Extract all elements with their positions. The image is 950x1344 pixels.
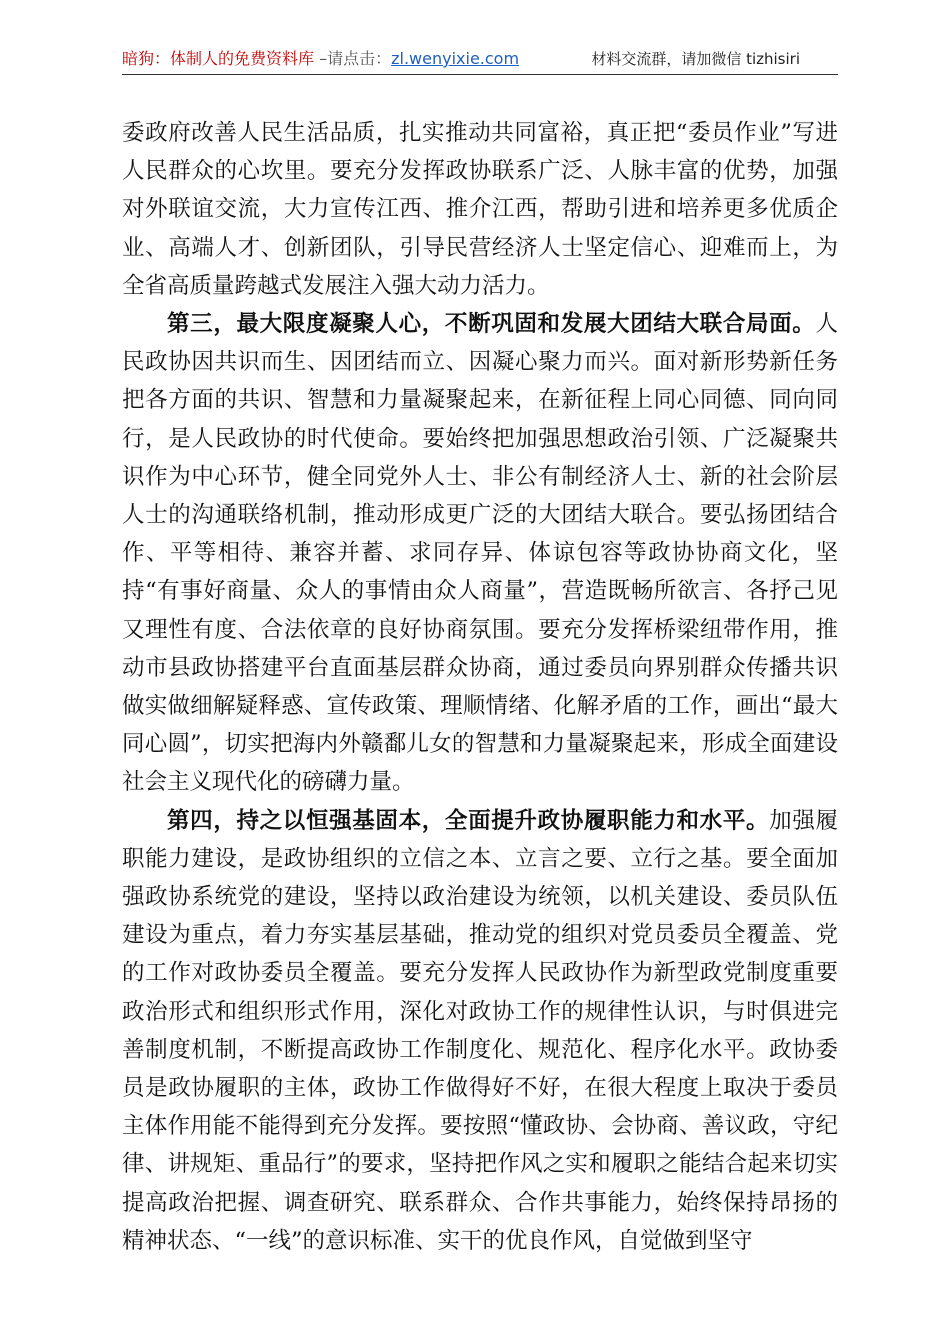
paragraph-heading: 第三，最大限度凝聚人心，不断巩固和发展大团结大联合局面。 — [167, 311, 816, 338]
paragraph-heading: 第四，持之以恒强基固本，全面提升政协履职能力和水平。 — [167, 807, 770, 834]
paragraph-1 — [122, 114, 838, 305]
header-prompt: –请点击： — [314, 49, 392, 68]
page-header — [122, 44, 838, 75]
paragraph-text: 人民政协因共识而生、因团结而立、因凝心聚力而兴。面对新形势新任务把各方面的共识、智慧和力量凝聚起来，在新征程上同心同德、同向同行，是人民政协的时代使命。要始终把加强思想政治引领、广泛凝聚共识作为中心环节，健全同党外人士、非公有制经济人士、新的社会阶层人士的沟通联络机制，推动形成更广泛的大团结大联合。要弘扬团结合作、平等相待、兼容并蓄、求同存异、体谅包容等政协协商文化，坚持“有事好商量、众人的事情由众人商量”，营造既畅所欲言、各抒己见又理性有度、合法依章的良好协商氛围。要充分发挥桥梁纽带作用，推动市县政协搭建平台直面基层群众协商，通过委员向界别群众传播共识做实做细解疑释惑、宣传政策、理顺情绪、化解矛盾的工作，画出“最大同心圆”，切实把海内外赣鄱儿女的智慧和力量凝聚起来，形成全面建设社会主义现代化的磅礴力量。 — [122, 311, 838, 796]
header-link[interactable]: zl.wenyixie.com — [391, 49, 520, 68]
paragraph-text: 加强履职能力建设，是政协组织的立信之本、立言之要、立行之基。要全面加强政协系统党的建设，坚持以政治建设为统领，以机关建设、委员队伍建设为重点，着力夯实基层基础，推动党的组织对党员委员全覆盖、党的工作对政协委员全覆盖。要充分发挥人民政协作为新型政党制度重要政治形式和组织形式作用，深化对政协工作的规律性认识，与时俱进完善制度机制，不断提高政协工作制度化、规范化、程序化水平。政协委员是政协履职的主体，政协工作做得好不好，在很大程度上取决于委员主体作用能不能得到充分发挥。要按照“懂政协、会协商、善议政，守纪律、讲规矩、重品行”的要求，坚持把作风之实和履职之能结合起来切实提高政治把握、调查研究、联系群众、合作共事能力，始终保持昂扬的精神状态、“一线”的意识标准、实干的优良作风，自觉做到坚守 — [122, 807, 838, 1254]
paragraph-3 — [122, 802, 838, 1260]
header-contact: 材料交流群，请加微信 tizhisiri — [591, 50, 800, 68]
header-brand: 暗狗：体制人的免费资料库 — [122, 49, 315, 68]
paragraph-2 — [122, 305, 838, 802]
paragraph-text: 委政府改善人民生活品质，扎实推动共同富裕，真正把“委员作业”写进人民群众的心坎里。要充分发挥政协联系广泛、人脉丰富的优势，加强对外联谊交流，大力宣传江西、推介江西，帮助引进和培养更多优质企业、高端人才、创新团队，引导民营经济人士坚定信心、迎难而上，为全省高质量跨越式发展注入强大动力活力。 — [122, 120, 838, 299]
document-body — [122, 114, 838, 1260]
